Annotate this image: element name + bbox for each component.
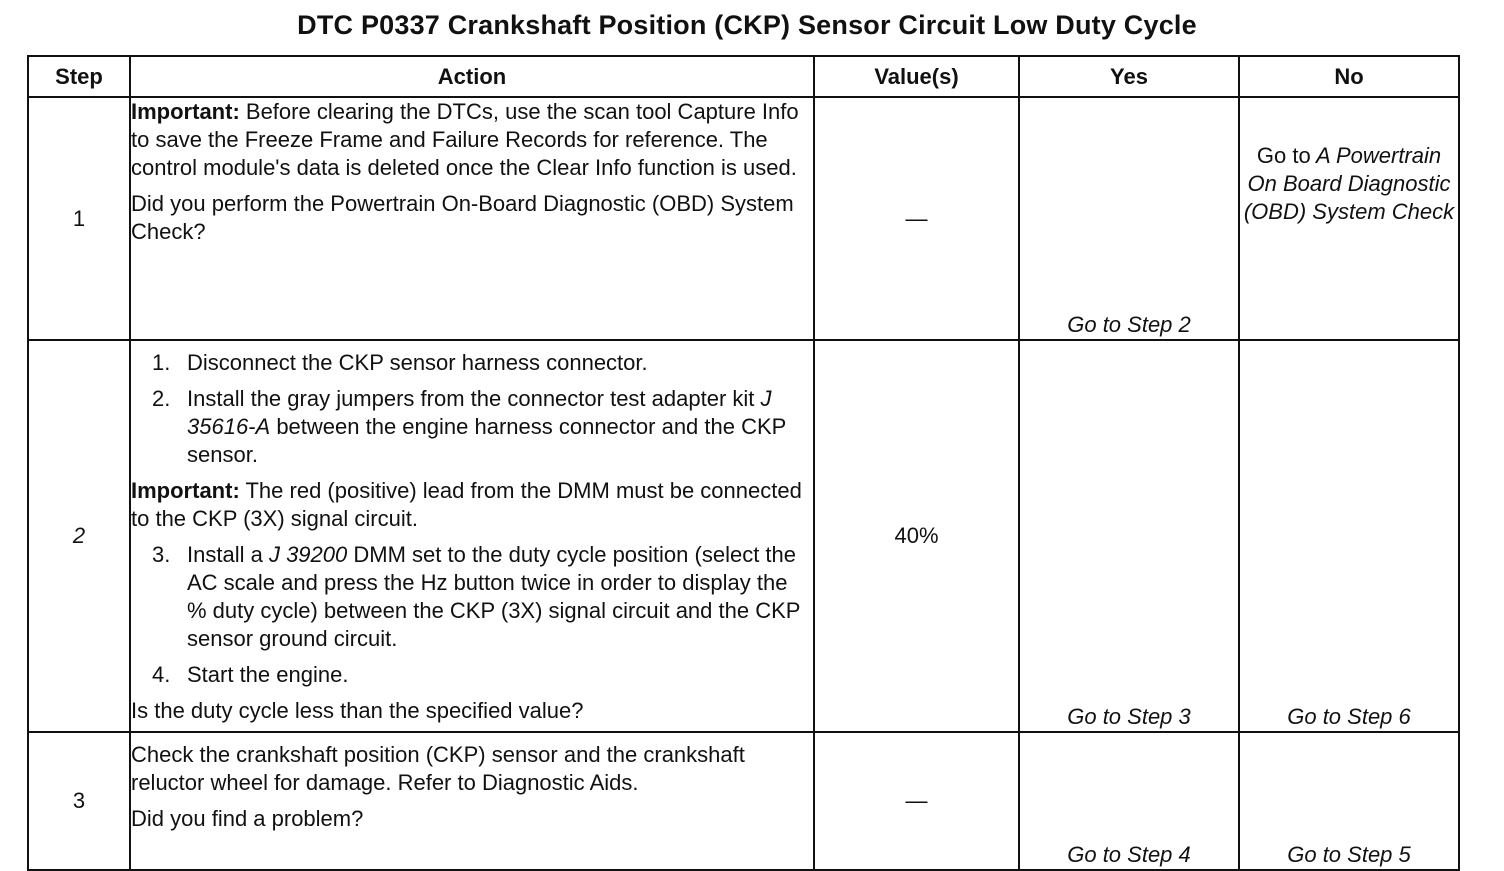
no-link[interactable] [1239,97,1459,340]
value-dash: — [905,788,928,813]
no-reference[interactable]: A Powertrain On Board Diagnostic (OBD) System Check [1243,143,1455,224]
step-number: 1 [28,97,130,340]
diagnostic-table [27,55,1460,871]
important-label: Important: [131,99,240,124]
important-label: Important: [131,478,240,503]
procedure-list [131,349,813,469]
column-header-step: Step [28,56,130,97]
value-cell: 40% [814,340,1019,732]
column-header-yes: Yes [1019,56,1239,97]
important-text: The red (positive) lead from the DMM must be connected to the CKP (3X) signal circuit. [131,478,802,531]
column-header-no: No [1239,56,1459,97]
list-item: 3. Install a J 39200 DMM set to the duty cycle position (select the AC scale and press the Hz button twice in order to display the % duty cycle) between the CKP (3X) signal circuit and the CKP sensor ground circuit. [152,542,801,651]
action-cell [130,732,814,870]
value-dash: — [905,205,928,231]
table-row [28,732,1459,870]
procedure-list [131,541,813,689]
table-row [28,340,1459,732]
important-note [131,98,813,182]
list-item: 2. Install the gray jumpers from the connector test adapter kit J 35616-A between the engine harness connector and the CKP sensor. [152,386,786,467]
table-header-row [28,56,1459,97]
value-cell [814,97,1019,340]
question-text: Did you perform the Powertrain On-Board Diagnostic (OBD) System Check? [131,191,794,244]
tool-reference: J 35616-A [187,386,772,439]
no-prefix: Go to [1256,143,1311,168]
action-cell [130,97,814,340]
yes-link[interactable]: Go to Step 3 [1019,340,1239,732]
action-cell [130,340,814,732]
list-item: 1. Disconnect the CKP sensor harness connector. [152,350,648,375]
no-link[interactable]: Go to Step 5 [1239,732,1459,870]
yes-link[interactable]: Go to Step 4 [1019,732,1239,870]
page-title: DTC P0337 Crankshaft Position (CKP) Sensor Circuit Low Duty Cycle [297,10,1197,40]
question-text: Is the duty cycle less than the specified value? [131,698,584,723]
yes-link[interactable]: Go to Step 2 [1019,97,1239,340]
action-text: Check the crankshaft position (CKP) sensor and the crankshaft reluctor wheel for damage. Refer to Diagnostic Aids. [131,742,745,795]
no-link[interactable]: Go to Step 6 [1239,340,1459,732]
step-number: 2 [28,340,130,732]
value-cell [814,732,1019,870]
table-row [28,97,1459,340]
important-note [131,477,813,533]
column-header-action: Action [130,56,814,97]
step-number: 3 [28,732,130,870]
question-text: Did you find a problem? [131,806,364,831]
tool-reference: J 39200 [268,542,348,567]
important-text: Before clearing the DTCs, use the scan tool Capture Info to save the Freeze Frame and Failure Records for reference. The control module's data is deleted once the Clear Info function is used. [131,99,799,180]
column-header-values: Value(s) [814,56,1019,97]
list-item: 4. Start the engine. [152,662,349,687]
